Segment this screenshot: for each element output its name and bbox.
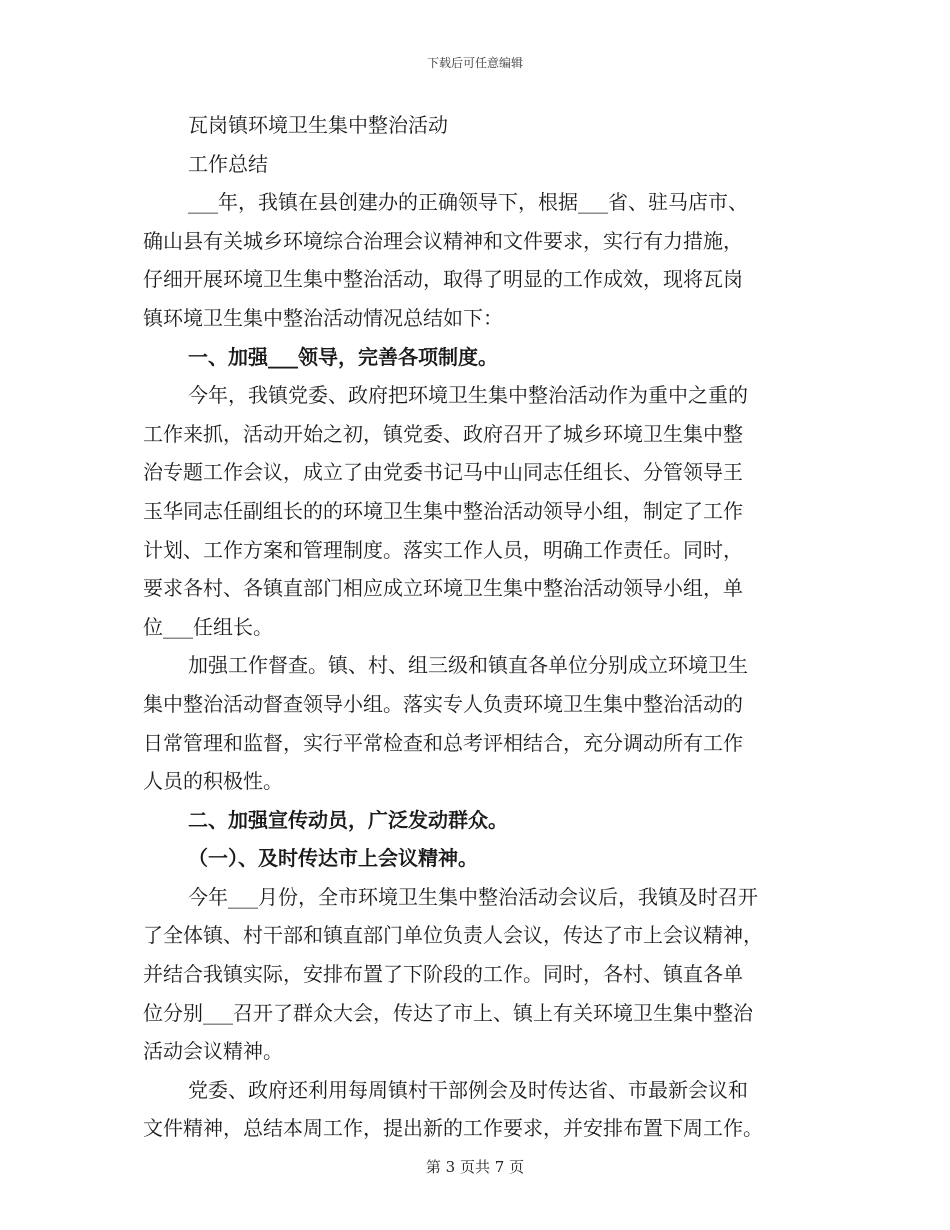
paragraph-line: 活动会议精神。 xyxy=(143,1039,283,1064)
paragraph-line: 加强工作督查。镇、村、组三级和镇直各单位分别成立环境卫生 xyxy=(188,653,748,678)
header-note: 下载后可任意编辑 xyxy=(426,56,523,70)
paragraph-line: 党委、政府还利用每周镇村干部例会及时传达省、市最新会议和 xyxy=(188,1077,748,1102)
section-heading: 一、加强___领导，完善各项制度。 xyxy=(188,344,498,369)
paragraph-line: 今年，我镇党委、政府把环境卫生集中整治活动作为重中之重的 xyxy=(188,383,748,408)
paragraph-line: 确山县有关城乡环境综合治理会议精神和文件要求，实行有力措施， xyxy=(143,228,743,253)
subsection-heading: （一）、及时传达市上会议精神。 xyxy=(188,846,478,871)
paragraph-line: 玉华同志任副组长的的环境卫生集中整治活动领导小组，制定了工作 xyxy=(143,498,743,523)
paragraph-line: 计划、工作方案和管理制度。落实工作人员，明确工作责任。同时， xyxy=(143,537,743,562)
paragraph-line: 仔细开展环境卫生集中整治活动，取得了明显的工作成效，现将瓦岗 xyxy=(143,267,743,292)
paragraph-line: ___年，我镇在县创建办的正确领导下，根据___省、驻马店市、 xyxy=(188,190,748,215)
paragraph-line: 了全体镇、村干部和镇直部门单位负责人会议，传达了市上会议精神， xyxy=(143,923,763,948)
section-heading: 二、加强宣传动员，广泛发动群众。 xyxy=(188,807,508,832)
paragraph-line: 日常管理和监督，实行平常检查和总考评相结合，充分调动所有工作 xyxy=(143,730,743,755)
document-body xyxy=(143,106,808,1148)
page-number: 第 3 页共 7 页 xyxy=(425,1158,525,1176)
paragraph-line: 治专题工作会议，成立了由党委书记马中山同志任组长、分管领导王 xyxy=(143,460,743,485)
paragraph-line: 今年___月份，全市环境卫生集中整治活动会议后，我镇及时召开 xyxy=(188,884,758,909)
paragraph-line: 并结合我镇实际，安排布置了下阶段的工作。同时，各村、镇直各单 xyxy=(143,962,743,987)
doc-title-line: 瓦岗镇环境卫生集中整治活动 xyxy=(188,113,448,137)
paragraph-line: 位___任组长。 xyxy=(143,614,273,639)
paragraph-line: 人员的积极性。 xyxy=(143,769,283,794)
paragraph-line: 位分别___召开了群众大会，传达了市上、镇上有关环境卫生集中整治 xyxy=(143,1000,753,1025)
doc-subtitle-line: 工作总结 xyxy=(188,151,268,176)
paragraph-line: 镇环境卫生集中整治活动情况总结如下： xyxy=(143,305,503,330)
paragraph-line: 文件精神，总结本周工作，提出新的工作要求，并安排布置下周工作。 xyxy=(143,1116,763,1141)
paragraph-line: 要求各村、各镇直部门相应成立环境卫生集中整治活动领导小组，单 xyxy=(143,576,743,601)
paragraph-line: 集中整治活动督查领导小组。落实专人负责环境卫生集中整治活动的 xyxy=(143,691,743,716)
paragraph-line: 工作来抓，活动开始之初，镇党委、政府召开了城乡环境卫生集中整 xyxy=(143,421,743,446)
